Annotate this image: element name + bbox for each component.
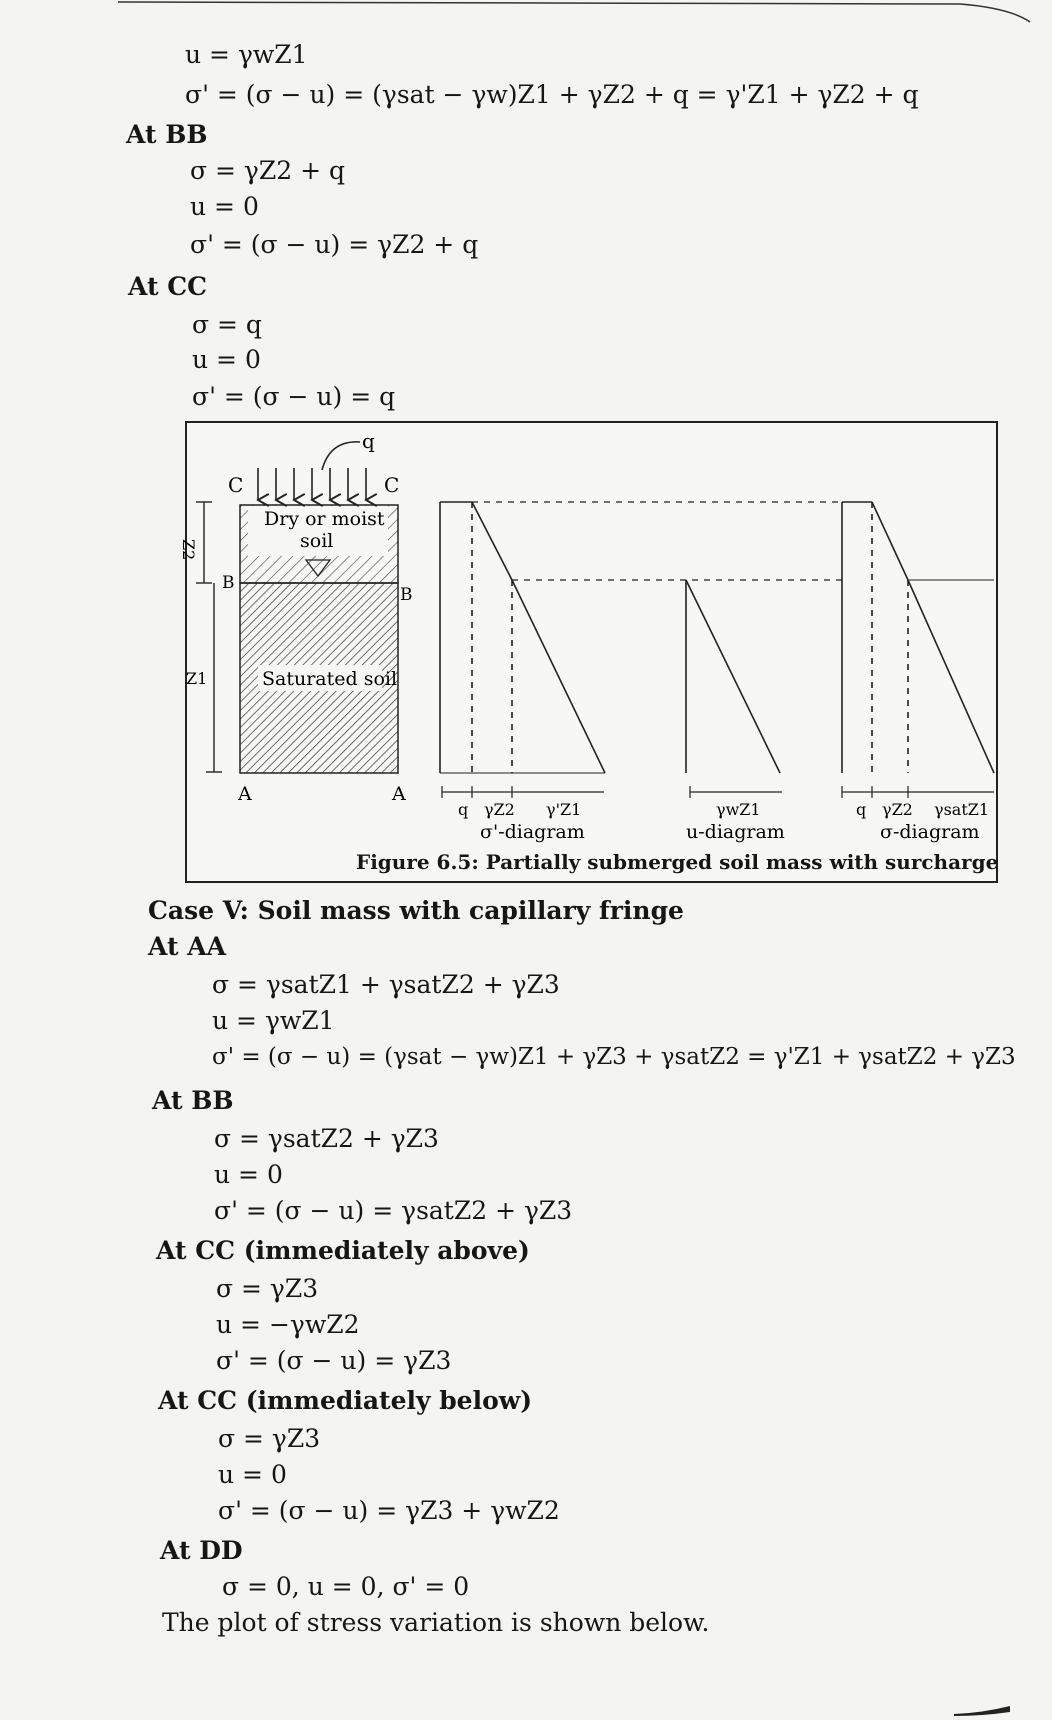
heading-case5-aa: At AA xyxy=(148,932,227,961)
effective-stress-diagram xyxy=(440,502,605,773)
eff-g1-label: γ'Z1 xyxy=(546,800,582,819)
eq-cc-sigma: σ = q xyxy=(192,310,262,339)
label-a-left: A xyxy=(238,783,252,805)
eq-cc-sigma-eff: σ' = (σ − u) = q xyxy=(192,382,396,411)
total-q-label: q xyxy=(856,800,867,819)
eq-u-top: u = γwZ1 xyxy=(185,40,308,69)
eq-case5-bb-sigma-eff: σ' = (σ − u) = γsatZ2 + γZ3 xyxy=(214,1196,573,1225)
eq-case5-bb-u: u = 0 xyxy=(214,1160,283,1189)
dry-soil-label-2: soil xyxy=(300,530,334,552)
closing-sentence: The plot of stress variation is shown below. xyxy=(162,1608,710,1637)
u-g1-label: γwZ1 xyxy=(716,800,761,819)
level-lines xyxy=(472,502,842,580)
eff-g2-label: γZ2 xyxy=(484,800,515,819)
page-corner-mark xyxy=(952,1704,1012,1718)
label-b-right: B xyxy=(400,585,413,605)
heading-at-dd: At DD xyxy=(160,1536,243,1565)
pore-pressure-diagram xyxy=(686,580,780,773)
eq-cc-below-u: u = 0 xyxy=(218,1460,287,1489)
figure-caption: Figure 6.5: Partially submerged soil mass with surcharge xyxy=(356,850,999,874)
eff-diagram-title: σ'-diagram xyxy=(480,821,585,843)
eff-q-label: q xyxy=(458,800,469,819)
eq-aa-u: u = γwZ1 xyxy=(212,1006,335,1035)
eq-bb-sigma: σ = γZ2 + q xyxy=(190,156,345,185)
heading-case5-bb: At BB xyxy=(152,1086,234,1115)
depth-dimensions xyxy=(196,502,222,772)
eq-cc-below-sigma: σ = γZ3 xyxy=(218,1424,321,1453)
eq-cc-above-u: u = −γwZ2 xyxy=(216,1310,360,1339)
eq-cc-below-sigma-eff: σ' = (σ − u) = γZ3 + γwZ2 xyxy=(218,1496,560,1525)
eq-bb-sigma-eff: σ' = (σ − u) = γZ2 + q xyxy=(190,230,479,259)
eq-bb-u: u = 0 xyxy=(190,192,259,221)
eq-dd-values: σ = 0, u = 0, σ' = 0 xyxy=(222,1572,470,1601)
heading-at-cc: At CC xyxy=(128,272,208,301)
eq-cc-u: u = 0 xyxy=(192,345,261,374)
label-c-left: C xyxy=(228,473,244,497)
u-diagram-title: u-diagram xyxy=(686,821,785,843)
z1-label: Z1 xyxy=(186,669,208,688)
total-g2-label: γZ2 xyxy=(882,800,913,819)
total-diagram-title: σ-diagram xyxy=(880,821,980,843)
z2-label: Z2 xyxy=(179,539,198,561)
case-v-heading: Case V: Soil mass with capillary fringe xyxy=(148,896,684,925)
surcharge-q-label: q xyxy=(362,429,375,453)
heading-at-bb: At BB xyxy=(126,120,208,149)
eq-aa-sigma: σ = γsatZ1 + γsatZ2 + γZ3 xyxy=(212,970,560,999)
heading-cc-above: At CC (immediately above) xyxy=(156,1236,530,1265)
heading-cc-below: At CC (immediately below) xyxy=(158,1386,533,1415)
eq-sigma-eff-top: σ' = (σ − u) = (γsat − γw)Z1 + γZ2 + q = γ'Z1 + γZ2 + q xyxy=(185,80,919,109)
label-b-left: B xyxy=(222,573,235,593)
eq-cc-above-sigma: σ = γZ3 xyxy=(216,1274,319,1303)
total-stress-diagram xyxy=(842,502,994,773)
dry-soil-label-1: Dry or moist xyxy=(264,508,385,530)
eq-aa-sigma-eff: σ' = (σ − u) = (γsat − γw)Z1 + γZ3 + γsatZ2 = γ'Z1 + γsatZ2 + γZ3 xyxy=(212,1044,1016,1070)
label-c-right: C xyxy=(384,473,400,497)
eq-case5-bb-sigma: σ = γsatZ2 + γZ3 xyxy=(214,1124,439,1153)
eq-cc-above-sigma-eff: σ' = (σ − u) = γZ3 xyxy=(216,1346,452,1375)
label-a-right: A xyxy=(392,783,406,805)
surcharge-arrows xyxy=(258,442,366,500)
diagram-dimension-arrows xyxy=(442,786,994,798)
saturated-soil-label: Saturated soil xyxy=(262,668,398,690)
total-g1-label: γsatZ1 xyxy=(934,800,990,819)
